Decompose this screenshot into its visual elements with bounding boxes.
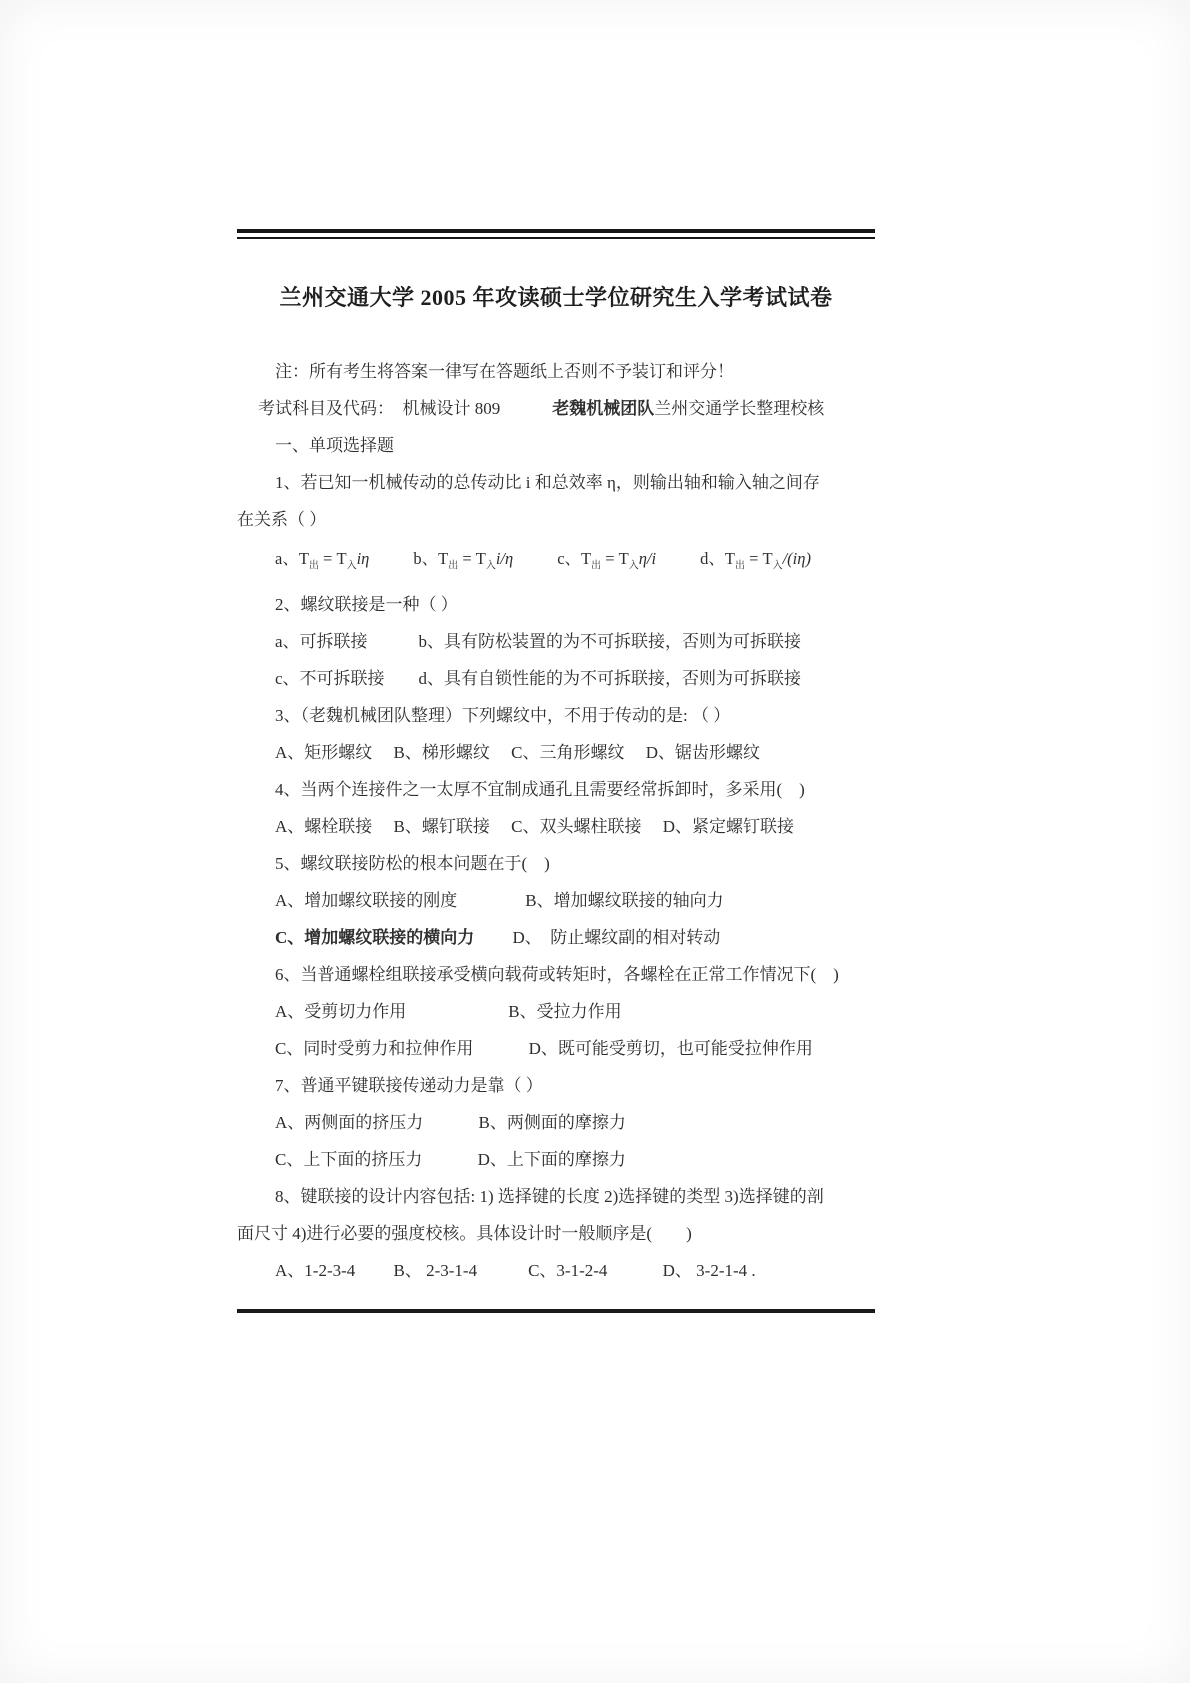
- top-double-rule: [237, 229, 875, 239]
- q1-stem-line1: 1、若已知一机械传动的总传动比 i 和总效率 η，则输出轴和输入轴之间存: [275, 473, 820, 492]
- subject-line: [237, 390, 875, 427]
- torque-symbol: T: [298, 549, 309, 568]
- q2-stem: 2、螺纹联接是一种（ ）: [275, 595, 458, 615]
- expression: η/i: [638, 549, 657, 568]
- exam-title: 兰州交通大学 2005 年攻读硕士学位研究生入学考试试卷: [279, 285, 833, 310]
- q4-stem: 4、当两个连接件之一太厚不宜制成通孔且需要经常拆卸时，多采用( ): [275, 780, 805, 800]
- q8-stem-line2: 面尺寸 4)进行必要的强度校核。具体设计时一般顺序是( ): [237, 1224, 692, 1244]
- q1-option-a: [275, 540, 369, 584]
- expression: i/η: [495, 549, 514, 568]
- q4-option-line: A、螺栓联接 B、螺钉联接 C、双头螺柱联接 D、紧定螺钉联接: [275, 817, 794, 837]
- q3-stem: 3、（老魏机械团队整理）下列螺纹中，不用于传动的是: （ ）: [275, 706, 731, 726]
- q2-option-line2: c、不可拆联接 d、具有自锁性能的为不可拆联接，否则为可拆联接: [275, 669, 802, 689]
- subscript-out: 出: [591, 560, 602, 572]
- option-label: a、: [275, 549, 299, 568]
- q5-option-d: D、 防止螺纹副的相对转动: [474, 928, 721, 948]
- subscript-out: 出: [734, 560, 745, 572]
- q7-stem: 7、普通平键联接传递动力是靠（ ）: [275, 1076, 543, 1096]
- torque-symbol: T: [438, 549, 449, 568]
- expression: /(iη): [782, 549, 811, 568]
- equals-torque: = T: [744, 549, 773, 568]
- equals-torque: = T: [601, 549, 629, 568]
- q1-option-b: [413, 540, 513, 584]
- q5-stem: 5、螺纹联接防松的根本问题在于( ): [275, 854, 550, 874]
- subscript-in: 入: [485, 560, 496, 572]
- subject-suffix: 兰州交通学长整理校核: [654, 399, 825, 418]
- q1-options: [237, 540, 875, 584]
- note-line: 注：所有考生将答案一律写在答题纸上否则不予装订和评分！: [275, 362, 734, 381]
- q5-option-c: C、增加螺纹联接的横向力: [275, 928, 475, 948]
- bottom-rule: [237, 1309, 875, 1313]
- section-title: 一、单项选择题: [275, 436, 394, 455]
- subscript-out: 出: [448, 560, 459, 572]
- expression: iη: [356, 549, 370, 568]
- subscript-in: 入: [772, 560, 783, 572]
- option-label: d、: [700, 549, 725, 568]
- subscript-in: 入: [628, 560, 639, 572]
- q6-option-line2: C、同时受剪力和拉伸作用 D、既可能受剪切，也可能受拉伸作用: [275, 1039, 813, 1059]
- q5-option-line2: [237, 919, 875, 956]
- q1-stem-line2: 在关系（ ）: [237, 510, 327, 529]
- subscript-out: 出: [308, 560, 319, 572]
- q8-stem-line1: 8、键联接的设计内容包括: 1) 选择键的长度 2)选择键的类型 3)选择键的剖: [275, 1187, 824, 1207]
- q7-option-line2: C、上下面的挤压力 D、上下面的摩擦力: [275, 1150, 626, 1170]
- team-name: 老魏机械团队: [552, 399, 655, 418]
- q8-option-line: A、1-2-3-4 B、 2-3-1-4 C、3-1-2-4 D、 3-2-1-4 .: [275, 1261, 756, 1281]
- page-content: [237, 0, 875, 1313]
- q3-option-line: A、矩形螺纹 B、梯形螺纹 C、三角形螺纹 D、锯齿形螺纹: [275, 743, 760, 763]
- subscript-in: 入: [346, 560, 357, 572]
- q2-option-line1: a、可拆联接 b、具有防松装置的为不可拆联接，否则为可拆联接: [275, 632, 802, 652]
- subject-label: 考试科目及代码： 机械设计 809: [258, 399, 501, 418]
- equals-torque: = T: [318, 549, 347, 568]
- q6-stem: 6、当普通螺栓组联接承受横向载荷或转矩时，各螺栓在正常工作情况下( ): [275, 965, 839, 985]
- q5-option-line1: A、增加螺纹联接的刚度 B、增加螺纹联接的轴向力: [275, 891, 724, 911]
- q1-option-d: [700, 540, 811, 584]
- equals-torque: = T: [458, 549, 486, 568]
- option-label: c、: [557, 549, 582, 568]
- q6-option-line1: A、受剪切力作用 B、受拉力作用: [275, 1002, 622, 1022]
- q7-option-line1: A、两侧面的挤压力 B、两侧面的摩擦力: [275, 1113, 626, 1133]
- torque-symbol: T: [724, 549, 735, 568]
- torque-symbol: T: [581, 549, 592, 568]
- exam-body: [237, 353, 875, 1289]
- option-label: b、: [413, 549, 439, 568]
- q1-option-c: [557, 540, 656, 584]
